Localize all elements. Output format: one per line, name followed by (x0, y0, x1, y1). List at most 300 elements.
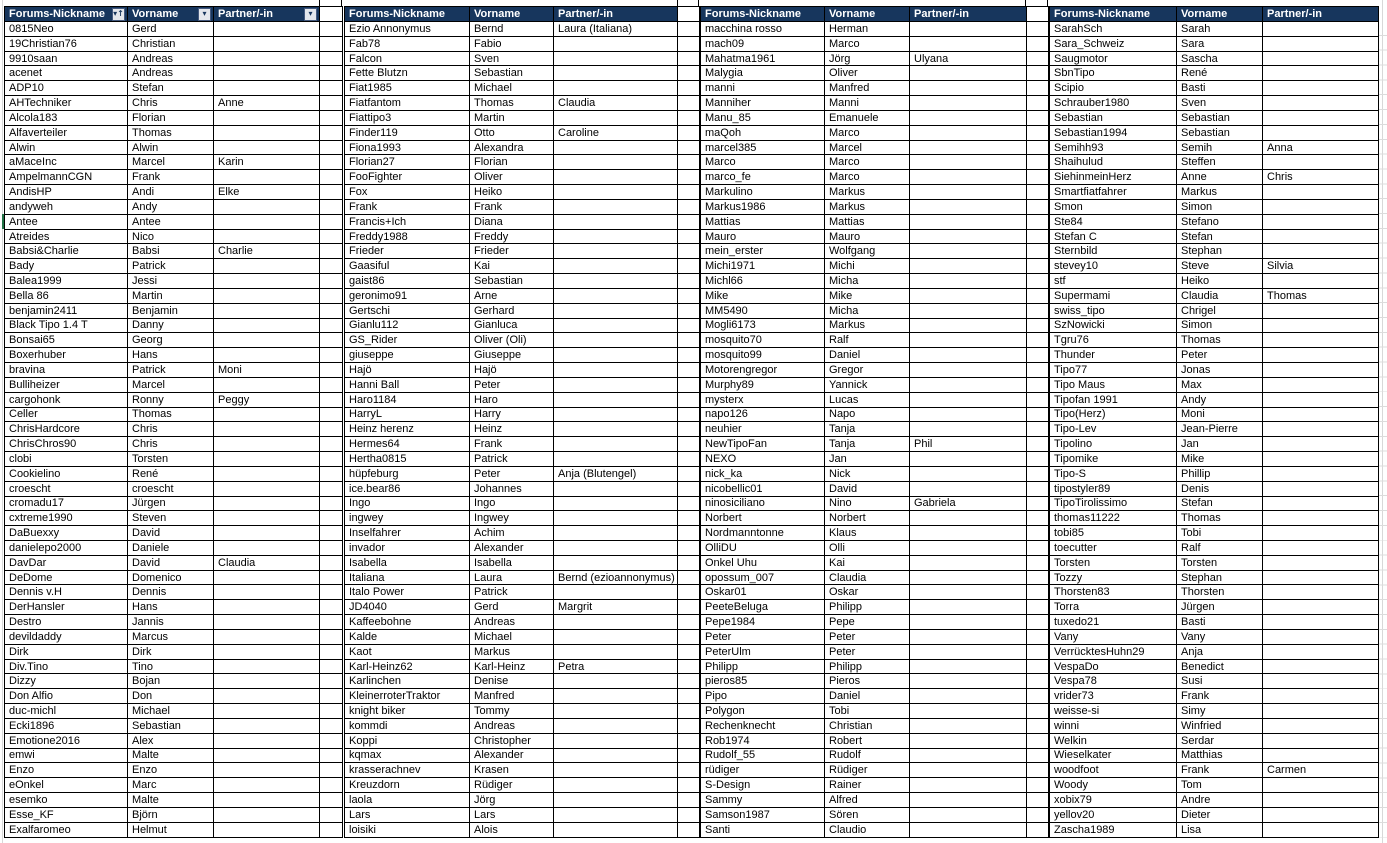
cell-vorname[interactable]: Stephan (1177, 244, 1263, 259)
spacer-cell[interactable] (678, 303, 700, 318)
cell-vorname[interactable]: Tanja (825, 437, 910, 452)
spacer-cell[interactable] (1027, 822, 1049, 837)
cell-vorname[interactable]: Anja (1177, 644, 1263, 659)
spacer-cell[interactable] (678, 540, 700, 555)
cell-nickname[interactable]: Bady (5, 259, 128, 274)
spacer-cell[interactable] (678, 481, 700, 496)
spacer-cell[interactable] (1027, 36, 1049, 51)
cell-vorname[interactable]: Marco (825, 155, 910, 170)
cell-nickname[interactable]: Atreides (5, 229, 128, 244)
cell-vorname[interactable]: Hajö (470, 363, 554, 378)
spacer-cell[interactable] (1027, 511, 1049, 526)
cell-nickname[interactable]: Sebastian (1050, 110, 1177, 125)
spacer-cell[interactable] (320, 170, 343, 185)
cell-vorname[interactable]: Lucas (825, 392, 910, 407)
cell-nickname[interactable]: Malygia (701, 66, 825, 81)
cell-nickname[interactable]: Supermami (1050, 288, 1177, 303)
spacer-cell[interactable] (1027, 496, 1049, 511)
cell-partner[interactable] (554, 540, 678, 555)
cell-vorname[interactable]: Chris (128, 422, 214, 437)
cell-nickname[interactable]: maQoh (701, 125, 825, 140)
cell-nickname[interactable]: emwi (5, 748, 128, 763)
cell-vorname[interactable]: Daniele (128, 540, 214, 555)
cell-partner[interactable] (554, 229, 678, 244)
spacer-cell[interactable] (1027, 422, 1049, 437)
spacer-cell[interactable] (1027, 644, 1049, 659)
cell-partner[interactable] (910, 22, 1027, 37)
cell-partner[interactable] (1263, 452, 1379, 467)
cell-partner[interactable] (554, 407, 678, 422)
cell-partner[interactable]: Petra (554, 659, 678, 674)
spacer-cell[interactable] (320, 600, 343, 615)
spacer-cell[interactable] (678, 659, 700, 674)
spacer-cell[interactable] (678, 214, 700, 229)
cell-nickname[interactable]: Peter (701, 629, 825, 644)
spacer-cell[interactable] (320, 540, 343, 555)
spacer-cell[interactable] (1027, 526, 1049, 541)
cell-vorname[interactable]: Michael (470, 629, 554, 644)
cell-partner[interactable] (910, 644, 1027, 659)
cell-vorname[interactable]: Enzo (128, 763, 214, 778)
cell-vorname[interactable]: Tobi (825, 704, 910, 719)
cell-nickname[interactable]: Philipp (701, 659, 825, 674)
cell-nickname[interactable]: Florian27 (345, 155, 470, 170)
cell-nickname[interactable]: napo126 (701, 407, 825, 422)
cell-vorname[interactable]: Winfried (1177, 718, 1263, 733)
cell-partner[interactable] (214, 570, 320, 585)
column-header-vorname[interactable]: Vorname (470, 7, 554, 22)
spacer-cell[interactable] (1027, 407, 1049, 422)
cell-vorname[interactable]: Claudia (1177, 288, 1263, 303)
cell-vorname[interactable]: Andi (128, 185, 214, 200)
spacer-cell[interactable] (678, 170, 700, 185)
spacer-cell[interactable] (678, 807, 700, 822)
cell-partner[interactable] (1263, 526, 1379, 541)
cell-partner[interactable] (1263, 199, 1379, 214)
cell-nickname[interactable]: Falcon (345, 51, 470, 66)
cell-nickname[interactable]: Semihh93 (1050, 140, 1177, 155)
spacer-cell[interactable] (678, 22, 700, 37)
spacer-cell[interactable] (1027, 392, 1049, 407)
cell-vorname[interactable]: Sara (1177, 36, 1263, 51)
cell-nickname[interactable]: aMaceInc (5, 155, 128, 170)
cell-vorname[interactable]: Marco (825, 36, 910, 51)
cell-vorname[interactable]: Alwin (128, 140, 214, 155)
cell-vorname[interactable]: Thomas (128, 407, 214, 422)
spacer-cell[interactable] (678, 125, 700, 140)
spacer-cell[interactable] (320, 229, 343, 244)
cell-partner[interactable]: Carmen (1263, 763, 1379, 778)
spacer-cell[interactable] (678, 51, 700, 66)
spacer-cell[interactable] (320, 659, 343, 674)
cell-nickname[interactable]: Oskar01 (701, 585, 825, 600)
cell-vorname[interactable]: René (1177, 66, 1263, 81)
spacer-cell[interactable] (678, 822, 700, 837)
cell-vorname[interactable]: Antee (128, 214, 214, 229)
cell-nickname[interactable]: OlliDU (701, 540, 825, 555)
spacer-cell[interactable] (320, 274, 343, 289)
cell-vorname[interactable]: Peter (470, 466, 554, 481)
cell-vorname[interactable]: Laura (470, 570, 554, 585)
cell-nickname[interactable]: Markulino (701, 185, 825, 200)
cell-partner[interactable] (214, 274, 320, 289)
cell-nickname[interactable]: Alwin (5, 140, 128, 155)
cell-vorname[interactable]: Alexandra (470, 140, 554, 155)
cell-nickname[interactable]: Manniher (701, 96, 825, 111)
cell-partner[interactable] (214, 303, 320, 318)
spacer-cell[interactable] (320, 526, 343, 541)
cell-partner[interactable] (1263, 348, 1379, 363)
spacer-cell[interactable] (678, 110, 700, 125)
cell-vorname[interactable]: Kai (470, 259, 554, 274)
cell-nickname[interactable]: Motorengregor (701, 363, 825, 378)
spacer-cell[interactable] (678, 244, 700, 259)
spacer-cell[interactable] (1027, 689, 1049, 704)
cell-nickname[interactable]: duc-michl (5, 704, 128, 719)
cell-nickname[interactable]: Smartfiatfahrer (1050, 185, 1177, 200)
spacer-cell[interactable] (320, 748, 343, 763)
cell-vorname[interactable]: Sascha (1177, 51, 1263, 66)
cell-partner[interactable] (554, 140, 678, 155)
cell-nickname[interactable]: Dennis v.H (5, 585, 128, 600)
cell-nickname[interactable]: DavDar (5, 555, 128, 570)
cell-vorname[interactable]: Dirk (128, 644, 214, 659)
cell-partner[interactable] (554, 348, 678, 363)
cell-vorname[interactable]: Stephan (1177, 570, 1263, 585)
spacer-cell[interactable] (678, 96, 700, 111)
cell-vorname[interactable]: Steve (1177, 259, 1263, 274)
cell-vorname[interactable]: Alois (470, 822, 554, 837)
cell-nickname[interactable]: Schrauber1980 (1050, 96, 1177, 111)
cell-partner[interactable] (554, 481, 678, 496)
cell-vorname[interactable]: Benjamin (128, 303, 214, 318)
cell-partner[interactable] (214, 229, 320, 244)
cell-nickname[interactable]: Sammy (701, 793, 825, 808)
cell-vorname[interactable]: Chris (128, 96, 214, 111)
cell-nickname[interactable]: Markus1986 (701, 199, 825, 214)
cell-vorname[interactable]: Patrick (470, 452, 554, 467)
cell-partner[interactable] (214, 496, 320, 511)
cell-vorname[interactable]: Norbert (825, 511, 910, 526)
spacer-cell[interactable] (1027, 333, 1049, 348)
cell-vorname[interactable]: Frieder (470, 244, 554, 259)
cell-partner[interactable] (1263, 600, 1379, 615)
cell-partner[interactable] (910, 793, 1027, 808)
cell-nickname[interactable]: swiss_tipo (1050, 303, 1177, 318)
spacer-cell[interactable] (320, 437, 343, 452)
cell-vorname[interactable]: Patrick (470, 585, 554, 600)
cell-nickname[interactable]: Pipo (701, 689, 825, 704)
cell-nickname[interactable]: Babsi&Charlie (5, 244, 128, 259)
cell-partner[interactable]: Peggy (214, 392, 320, 407)
spacer-cell[interactable] (1027, 51, 1049, 66)
cell-nickname[interactable]: PeeteBeluga (701, 600, 825, 615)
cell-partner[interactable] (910, 452, 1027, 467)
cell-nickname[interactable]: Ecki1896 (5, 718, 128, 733)
cell-partner[interactable] (910, 555, 1027, 570)
cell-partner[interactable] (554, 689, 678, 704)
cell-nickname[interactable]: SzNowicki (1050, 318, 1177, 333)
cell-nickname[interactable]: Michl66 (701, 274, 825, 289)
cell-partner[interactable] (214, 110, 320, 125)
cell-vorname[interactable]: Björn (128, 807, 214, 822)
cell-vorname[interactable]: Rudolf (825, 748, 910, 763)
cell-partner[interactable] (910, 629, 1027, 644)
cell-vorname[interactable]: Ingwey (470, 511, 554, 526)
spacer-cell[interactable] (320, 689, 343, 704)
cell-vorname[interactable]: Micha (825, 303, 910, 318)
cell-vorname[interactable]: Frank (128, 170, 214, 185)
spacer-cell[interactable] (1027, 274, 1049, 289)
cell-nickname[interactable]: Mauro (701, 229, 825, 244)
cell-vorname[interactable]: Kai (825, 555, 910, 570)
spacer-cell[interactable] (1027, 763, 1049, 778)
cell-partner[interactable] (554, 185, 678, 200)
spacer-cell[interactable] (678, 615, 700, 630)
spacer-cell[interactable] (320, 110, 343, 125)
spacer-cell[interactable] (678, 466, 700, 481)
cell-nickname[interactable]: Haro1184 (345, 392, 470, 407)
cell-partner[interactable] (214, 170, 320, 185)
spacer-cell[interactable] (320, 244, 343, 259)
cell-nickname[interactable]: Thorsten83 (1050, 585, 1177, 600)
cell-partner[interactable] (910, 763, 1027, 778)
cell-nickname[interactable]: 19Christian76 (5, 36, 128, 51)
spacer-cell[interactable] (320, 452, 343, 467)
cell-partner[interactable] (554, 496, 678, 511)
cell-partner[interactable] (910, 36, 1027, 51)
cell-partner[interactable] (554, 333, 678, 348)
spacer-cell[interactable] (678, 81, 700, 96)
cell-nickname[interactable]: mosquito70 (701, 333, 825, 348)
spacer-cell[interactable] (1027, 348, 1049, 363)
cell-partner[interactable]: Anja (Blutengel) (554, 466, 678, 481)
cell-nickname[interactable]: AmpelmannCGN (5, 170, 128, 185)
cell-partner[interactable]: Claudia (554, 96, 678, 111)
column-header-partner[interactable]: Partner/-in (1263, 7, 1379, 22)
cell-nickname[interactable]: Alfaverteiler (5, 125, 128, 140)
cell-vorname[interactable]: Philipp (825, 659, 910, 674)
cell-partner[interactable] (554, 511, 678, 526)
cell-vorname[interactable]: Sören (825, 807, 910, 822)
cell-partner[interactable] (1263, 793, 1379, 808)
spacer-cell[interactable] (320, 407, 343, 422)
cell-vorname[interactable]: Steffen (1177, 155, 1263, 170)
spacer-cell[interactable] (320, 318, 343, 333)
spacer-cell[interactable] (320, 644, 343, 659)
cell-nickname[interactable]: SbnTipo (1050, 66, 1177, 81)
cell-partner[interactable] (214, 718, 320, 733)
cell-nickname[interactable]: Frank (345, 199, 470, 214)
cell-partner[interactable] (214, 511, 320, 526)
spacer-cell[interactable] (320, 629, 343, 644)
cell-nickname[interactable]: Esse_KF (5, 807, 128, 822)
cell-nickname[interactable]: acenet (5, 66, 128, 81)
spacer-cell[interactable] (1027, 615, 1049, 630)
cell-partner[interactable] (1263, 822, 1379, 837)
spacer-cell[interactable] (678, 763, 700, 778)
cell-nickname[interactable]: krasserachnev (345, 763, 470, 778)
cell-nickname[interactable]: yellov20 (1050, 807, 1177, 822)
spacer-cell[interactable] (678, 585, 700, 600)
cell-vorname[interactable]: Tom (1177, 778, 1263, 793)
cell-nickname[interactable]: 9910saan (5, 51, 128, 66)
cell-vorname[interactable]: Gerd (470, 600, 554, 615)
cell-nickname[interactable]: croescht (5, 481, 128, 496)
cell-partner[interactable] (910, 704, 1027, 719)
cell-vorname[interactable]: Ronny (128, 392, 214, 407)
cell-partner[interactable] (214, 704, 320, 719)
cell-nickname[interactable]: Santi (701, 822, 825, 837)
cell-vorname[interactable]: Marcel (128, 155, 214, 170)
spacer-cell[interactable] (1027, 778, 1049, 793)
cell-partner[interactable] (214, 615, 320, 630)
cell-vorname[interactable]: Herman (825, 22, 910, 37)
cell-partner[interactable] (554, 36, 678, 51)
cell-partner[interactable] (910, 244, 1027, 259)
cell-vorname[interactable]: Daniel (825, 689, 910, 704)
cell-partner[interactable] (1263, 274, 1379, 289)
cell-nickname[interactable]: Rechenknecht (701, 718, 825, 733)
cell-nickname[interactable]: Welkin (1050, 733, 1177, 748)
cell-vorname[interactable]: Sven (470, 51, 554, 66)
cell-nickname[interactable]: NEXO (701, 452, 825, 467)
cell-vorname[interactable]: Ralf (1177, 540, 1263, 555)
cell-partner[interactable] (910, 274, 1027, 289)
cell-vorname[interactable]: Jörg (470, 793, 554, 808)
cell-partner[interactable]: Anne (214, 96, 320, 111)
spacer-cell[interactable] (678, 793, 700, 808)
cell-vorname[interactable]: Marcus (128, 629, 214, 644)
cell-vorname[interactable]: Jessi (128, 274, 214, 289)
cell-nickname[interactable]: Saugmotor (1050, 51, 1177, 66)
spacer-cell[interactable] (320, 822, 343, 837)
cell-nickname[interactable]: mach09 (701, 36, 825, 51)
cell-partner[interactable] (554, 555, 678, 570)
cell-nickname[interactable]: Marco (701, 155, 825, 170)
cell-vorname[interactable]: Jannis (128, 615, 214, 630)
cell-nickname[interactable]: Finder119 (345, 125, 470, 140)
spacer-cell[interactable] (320, 348, 343, 363)
cell-partner[interactable] (910, 185, 1027, 200)
cell-partner[interactable] (910, 392, 1027, 407)
cell-vorname[interactable]: Alfred (825, 793, 910, 808)
cell-vorname[interactable]: Peter (825, 629, 910, 644)
cell-vorname[interactable]: Manfred (825, 81, 910, 96)
cell-vorname[interactable]: Mattias (825, 214, 910, 229)
cell-partner[interactable] (1263, 185, 1379, 200)
cell-vorname[interactable]: Semih (1177, 140, 1263, 155)
cell-nickname[interactable]: Samson1987 (701, 807, 825, 822)
cell-nickname[interactable]: Ste84 (1050, 214, 1177, 229)
cell-partner[interactable] (214, 125, 320, 140)
cell-nickname[interactable]: giuseppe (345, 348, 470, 363)
cell-nickname[interactable]: Norbert (701, 511, 825, 526)
cell-nickname[interactable]: Ezio Annonymus (345, 22, 470, 37)
cell-vorname[interactable]: Dennis (128, 585, 214, 600)
cell-nickname[interactable]: Gianlu112 (345, 318, 470, 333)
cell-vorname[interactable]: Andy (1177, 392, 1263, 407)
cell-vorname[interactable]: Thorsten (1177, 585, 1263, 600)
cell-partner[interactable]: Gabriela (910, 496, 1027, 511)
cell-nickname[interactable]: kqmax (345, 748, 470, 763)
cell-nickname[interactable]: Hanni Ball (345, 377, 470, 392)
cell-partner[interactable] (214, 36, 320, 51)
cell-vorname[interactable]: Malte (128, 793, 214, 808)
cell-vorname[interactable]: Wolfgang (825, 244, 910, 259)
cell-partner[interactable]: Claudia (214, 555, 320, 570)
cell-partner[interactable] (910, 96, 1027, 111)
spacer-cell[interactable] (678, 570, 700, 585)
spacer-cell[interactable] (1027, 229, 1049, 244)
cell-nickname[interactable]: neuhier (701, 422, 825, 437)
cell-partner[interactable] (910, 407, 1027, 422)
cell-nickname[interactable]: Koppi (345, 733, 470, 748)
cell-partner[interactable] (910, 659, 1027, 674)
cell-partner[interactable] (214, 140, 320, 155)
cell-partner[interactable] (1263, 733, 1379, 748)
cell-partner[interactable] (910, 199, 1027, 214)
cell-vorname[interactable]: Dieter (1177, 807, 1263, 822)
cell-vorname[interactable]: Peter (1177, 348, 1263, 363)
cell-vorname[interactable]: Heiko (470, 185, 554, 200)
cell-nickname[interactable]: Mogli6173 (701, 318, 825, 333)
cell-nickname[interactable]: PeterUlm (701, 644, 825, 659)
spacer-cell[interactable] (320, 96, 343, 111)
cell-nickname[interactable]: KleinerroterTraktor (345, 689, 470, 704)
cell-nickname[interactable]: mosquito99 (701, 348, 825, 363)
cell-nickname[interactable]: vrider73 (1050, 689, 1177, 704)
spacer-cell[interactable] (1027, 793, 1049, 808)
cell-nickname[interactable]: Thunder (1050, 348, 1177, 363)
spacer-cell[interactable] (1027, 288, 1049, 303)
cell-nickname[interactable]: Italo Power (345, 585, 470, 600)
cell-vorname[interactable]: Oliver (Oli) (470, 333, 554, 348)
spacer-cell[interactable] (678, 718, 700, 733)
cell-nickname[interactable]: Fiatfantom (345, 96, 470, 111)
spacer-cell[interactable] (1027, 540, 1049, 555)
cell-vorname[interactable]: Marco (825, 125, 910, 140)
cell-nickname[interactable]: Sebastian1994 (1050, 125, 1177, 140)
cell-vorname[interactable]: Oliver (470, 170, 554, 185)
cell-partner[interactable] (214, 66, 320, 81)
cell-partner[interactable] (554, 244, 678, 259)
spacer-cell[interactable] (678, 185, 700, 200)
cell-vorname[interactable]: Denis (1177, 481, 1263, 496)
cell-partner[interactable] (910, 481, 1027, 496)
cell-nickname[interactable]: Tipolino (1050, 437, 1177, 452)
cell-vorname[interactable]: Tanja (825, 422, 910, 437)
cell-nickname[interactable]: Lars (345, 807, 470, 822)
cell-nickname[interactable]: opossum_007 (701, 570, 825, 585)
spacer-cell[interactable] (320, 615, 343, 630)
spacer-cell[interactable] (678, 496, 700, 511)
cell-partner[interactable]: Silvia (1263, 259, 1379, 274)
cell-nickname[interactable]: rüdiger (701, 763, 825, 778)
cell-vorname[interactable]: Tino (128, 659, 214, 674)
cell-vorname[interactable]: Peter (825, 644, 910, 659)
cell-partner[interactable] (554, 822, 678, 837)
cell-nickname[interactable]: Rudolf_55 (701, 748, 825, 763)
column-header-nickname[interactable]: Forums-Nickname (345, 7, 470, 22)
cell-nickname[interactable]: Scipio (1050, 81, 1177, 96)
spacer-cell[interactable] (678, 452, 700, 467)
cell-vorname[interactable]: Serdar (1177, 733, 1263, 748)
cell-nickname[interactable]: Dizzy (5, 674, 128, 689)
cell-vorname[interactable]: Stefan (1177, 496, 1263, 511)
cell-vorname[interactable]: Michael (470, 81, 554, 96)
column-header-nickname[interactable]: Forums-Nickname (701, 7, 825, 22)
